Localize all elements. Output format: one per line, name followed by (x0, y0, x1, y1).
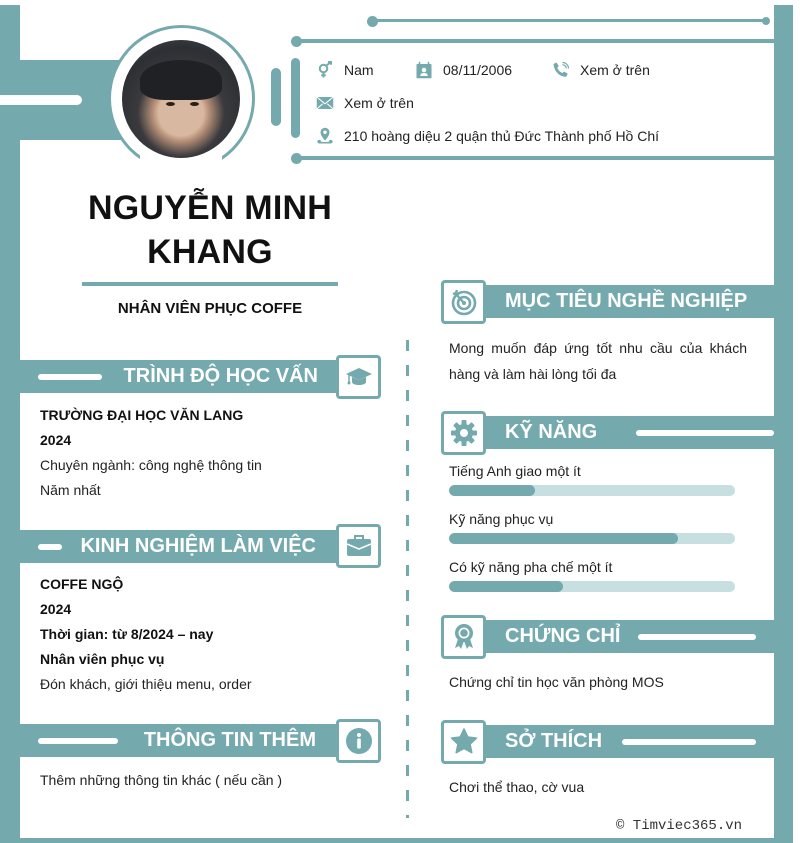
skill-label: Có kỹ năng pha chế một ít (449, 559, 613, 575)
education-note: Năm nhất (40, 482, 101, 498)
certificates-header (470, 620, 774, 653)
skill-bar-fill (449, 581, 563, 592)
certificates-text: Chứng chỉ tin học văn phòng MOS (449, 674, 664, 690)
gender-value: Nam (344, 62, 374, 78)
skill-bar-track (449, 485, 735, 496)
gear-icon (449, 418, 479, 448)
experience-position: Nhân viên phục vụ (40, 651, 165, 667)
skill-bar-track (449, 581, 735, 592)
skill-item (449, 511, 735, 544)
avatar-eye (190, 102, 199, 106)
column-divider (406, 340, 409, 818)
skill-bar-fill (449, 485, 535, 496)
line-dot (762, 17, 770, 25)
location-pin-icon (316, 127, 334, 145)
experience-year: 2024 (40, 601, 72, 617)
objective-header (470, 285, 774, 318)
experience-description: Đón khách, giới thiệu menu, order (40, 676, 252, 692)
hobbies-icon-box (441, 720, 486, 764)
name-underline (82, 282, 338, 286)
contact-top-rule (296, 39, 774, 43)
education-major: Chuyên ngành: công nghệ thông tin (40, 457, 262, 473)
decor-pill (291, 58, 300, 138)
experience-content (40, 572, 390, 697)
certificates-icon-box (441, 615, 486, 659)
school-name: TRƯỜNG ĐẠI HỌC VĂN LANG (40, 407, 244, 423)
skills-list (449, 463, 735, 592)
certificates-title: CHỨNG CHỈ (505, 625, 621, 647)
education-content (40, 403, 390, 503)
contact-address (316, 127, 659, 145)
education-icon-box (336, 355, 381, 399)
bottom-frame-bar (0, 838, 793, 843)
company-name: COFFE NGỘ (40, 576, 124, 592)
decor-pill (271, 68, 281, 126)
full-name (60, 186, 360, 274)
avatar-eye (166, 102, 175, 106)
experience-period: Thời gian: từ 8/2024 – nay (40, 626, 214, 642)
header-line (38, 544, 62, 550)
education-header (20, 360, 340, 393)
skills-title: KỸ NĂNG (505, 421, 598, 443)
experience-icon-box (336, 524, 381, 568)
objective-text: Mong muốn đáp ứng tốt nhu cầu của khách hàng và làm hài lòng tối đa (449, 340, 747, 382)
email-value: Xem ở trên (344, 95, 414, 111)
phone-icon (552, 61, 570, 79)
additional-icon-box (336, 719, 381, 763)
info-icon (344, 726, 374, 756)
skills-icon-box (441, 411, 486, 455)
contact-gender (316, 61, 374, 79)
star-icon (449, 727, 479, 757)
contact-phone (552, 61, 650, 79)
birthday-value: 08/11/2006 (443, 62, 513, 78)
header-line (636, 430, 774, 436)
skills-header (470, 416, 774, 449)
education-title: TRÌNH ĐỘ HỌC VẤN (123, 365, 318, 387)
header-line (38, 374, 102, 380)
additional-title: THÔNG TIN THÊM (143, 729, 316, 751)
hobbies-text: Chơi thể thao, cờ vua (449, 779, 585, 795)
right-frame-bar (774, 5, 793, 843)
avatar[interactable] (122, 40, 240, 158)
avatar-hair (140, 60, 222, 100)
top-rule (372, 19, 766, 22)
objective-title: MỤC TIÊU NGHỀ NGHIỆP (505, 290, 748, 312)
target-icon (449, 287, 479, 317)
skill-item (449, 463, 735, 496)
phone-value: Xem ở trên (580, 62, 650, 78)
skill-item (449, 559, 735, 592)
name-line-1: NGUYỄN MINH (88, 189, 332, 227)
avatar-ring-gap (140, 155, 222, 175)
experience-title: KINH NGHIỆM LÀM VIỆC (80, 535, 316, 557)
contact-birthday (415, 61, 512, 79)
address-value: 210 hoàng diệu 2 quận thủ Đức Thành phố Hồ Chí (344, 128, 660, 144)
header-line (638, 634, 756, 640)
education-year: 2024 (40, 432, 72, 448)
skill-label: Kỹ năng phục vụ (449, 511, 554, 527)
header-line (622, 739, 756, 745)
contact-email (316, 94, 414, 112)
briefcase-icon (344, 531, 374, 561)
additional-text: Thêm những thông tin khác ( nếu cần ) (40, 772, 283, 788)
contact-bottom-rule (296, 156, 774, 160)
hobbies-header (470, 725, 774, 758)
skill-bar-track (449, 533, 735, 544)
header-line (38, 738, 118, 744)
objective-icon-box (441, 280, 486, 324)
skill-label: Tiếng Anh giao một ít (449, 463, 581, 479)
graduation-cap-icon (344, 362, 374, 392)
calendar-icon (415, 61, 433, 79)
header-band-line (0, 95, 82, 105)
watermark[interactable]: © Timviec365.vn (616, 818, 743, 834)
additional-header (20, 724, 340, 757)
hobbies-title: SỞ THÍCH (505, 730, 603, 752)
envelope-icon (316, 94, 334, 112)
experience-header (20, 530, 340, 563)
name-line-2: KHANG (147, 233, 273, 271)
award-ribbon-icon (449, 622, 479, 652)
job-title: NHÂN VIÊN PHỤC COFFE (117, 300, 303, 317)
skill-bar-fill (449, 533, 678, 544)
gender-icon (316, 61, 334, 79)
